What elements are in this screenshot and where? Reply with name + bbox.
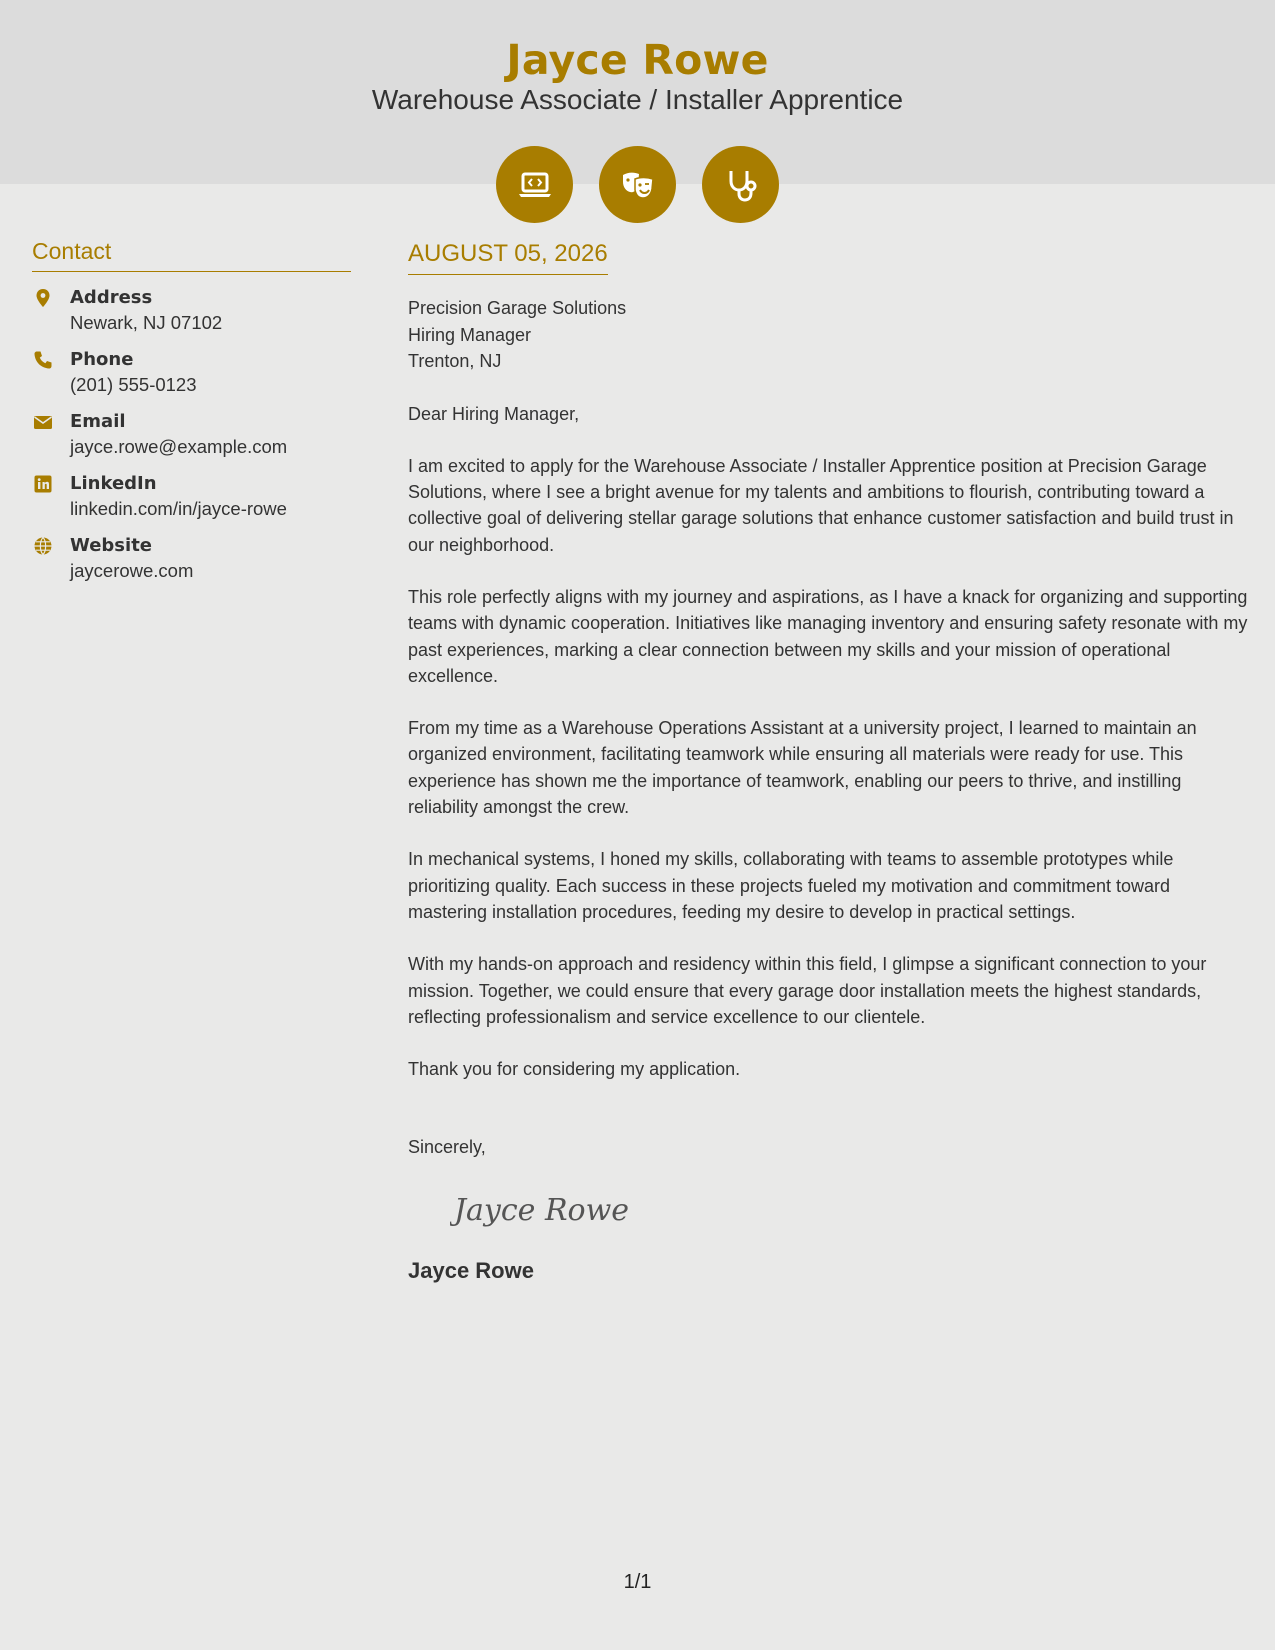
signature-text: Jayce Rowe [454,1193,630,1229]
letter-date: AUGUST 05, 2026 [408,240,608,275]
paragraph: In mechanical systems, I honed my skills, collaborating with teams to assemble prototypes while prioritizing quality. Each success in these projects fueled my motivation and commitment toward mastering installation procedures, feeding my desire to develop in practical settings. [408,849,1174,922]
salutation: Dear Hiring Manager, [408,403,580,424]
contact-value[interactable]: jayce.rowe@example.com [70,436,288,457]
contact-website [32,534,351,583]
contact-value: Newark, NJ 07102 [70,312,223,333]
contact-heading: Contact [32,238,351,272]
badge-laptop [496,146,573,223]
candidate-name: Jayce Rowe [506,36,769,84]
closing: Sincerely, [408,1137,486,1158]
envelope-icon [32,411,54,433]
contact-label: Email [70,411,126,432]
theater-masks-icon [618,165,658,205]
paragraph: This role perfectly aligns with my journey and aspirations, as I have a knack for organizing and supporting teams with dynamic cooperation. Initiatives like managing inventory and ensuring safety resonate with my past experiences, marking a clear connection between my skills and your mission of operational excellence. [408,586,1248,686]
letter-body [408,240,1250,1284]
handwritten-signature [450,1182,1250,1238]
contact-address [32,286,351,335]
contact-value[interactable]: linkedin.com/in/jayce-rowe [70,498,287,519]
contact-sidebar [32,238,351,596]
contact-label: Phone [70,349,134,370]
signed-name: Jayce Rowe [408,1258,534,1284]
interest-badges [496,146,779,223]
contact-linkedin [32,472,351,521]
contact-email [32,410,351,459]
recipient-block [408,295,1250,375]
badge-stethoscope [702,146,779,223]
paragraph: Thank you for considering my application. [408,1059,741,1080]
contact-phone [32,348,351,397]
paragraph: I am excited to apply for the Warehouse Associate / Installer Apprentice position at Precision Garage Solutions, where I see a bright avenue for my talents and ambitions to flourish, contributing toward a collective goal of delivering stellar garage solutions that enhance customer satisfaction and build trust in our neighborhood. [408,455,1234,555]
laptop-code-icon [515,165,555,205]
contact-label: LinkedIn [70,473,157,494]
contact-label: Website [70,535,153,556]
globe-icon [32,535,54,557]
contact-value[interactable]: (201) 555-0123 [70,374,197,395]
recipient-location: Trenton, NJ [408,351,502,371]
paragraph: With my hands-on approach and residency within this field, I glimpse a significant connection to your mission. Together, we could ensure that every garage door installation meets the highest standards, reflecting professionalism and service excellence to our clientele. [408,954,1207,1027]
recipient-company: Precision Garage Solutions [408,298,627,318]
badge-theater [599,146,676,223]
contact-value[interactable]: jaycerowe.com [70,560,194,581]
map-pin-icon [32,287,54,309]
recipient-role: Hiring Manager [408,324,532,345]
candidate-title: Warehouse Associate / Installer Apprentice [371,84,904,115]
paragraph: From my time as a Warehouse Operations Assistant at a university project, I learned to maintain an organized environment, facilitating teamwork while ensuring all materials were ready for use. This experience has shown me the importance of teamwork, enabling our peers to thrive, and instilling reliability amongst the crew. [408,718,1197,818]
phone-icon [32,349,54,371]
linkedin-icon [32,473,54,495]
page-number: 1/1 [623,1571,652,1593]
stethoscope-icon [721,165,761,205]
contact-label: Address [70,287,153,308]
